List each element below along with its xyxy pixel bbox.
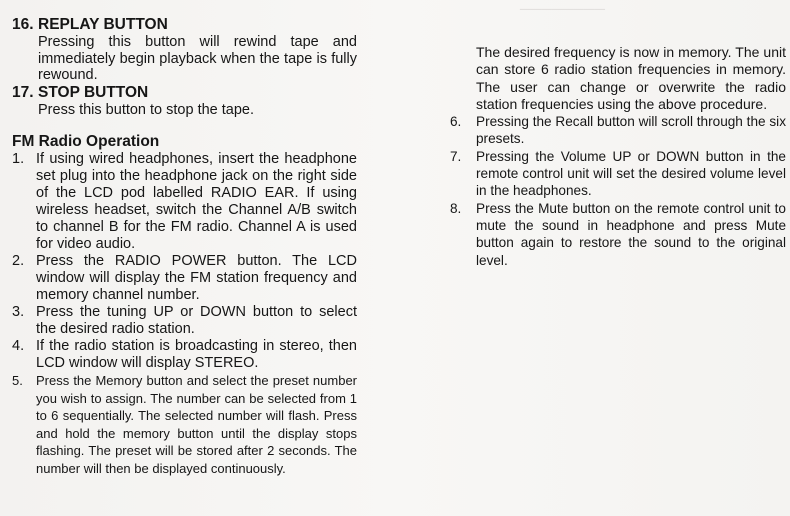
step-text: If using wired headphones, insert the headphone set plug into the headphone jack on the right side of the LCD pod labelled RADIO EAR. If using wireless headset, switch the Channel A/B switch to channel B for the FM radio. Channel A is used for video audio.	[36, 151, 357, 252]
step-number: 4.	[12, 338, 25, 354]
stop-heading	[12, 84, 357, 102]
left-column	[12, 16, 357, 477]
bleed-through-text: ────────	[520, 1, 606, 18]
list-item	[12, 372, 357, 477]
step-number: 5.	[12, 373, 23, 388]
step-number: 8.	[450, 200, 462, 216]
replay-heading	[12, 16, 357, 34]
list-item	[450, 148, 786, 200]
list-item	[450, 200, 786, 269]
list-item	[12, 338, 357, 372]
step-number: 7.	[450, 148, 462, 164]
step-number: 6.	[450, 114, 462, 130]
list-item	[12, 151, 357, 253]
stop-title: STOP BUTTON	[38, 83, 149, 101]
stop-button-section	[12, 84, 357, 119]
replay-number: 16.	[12, 16, 34, 33]
step-text: If the radio station is broadcasting in stereo, then LCD window will display STEREO.	[36, 338, 357, 371]
step-number: 1.	[12, 151, 25, 167]
replay-button-section	[12, 16, 357, 84]
step-text: Press the tuning UP or DOWN button to select the desired radio station.	[36, 304, 357, 337]
replay-title: REPLAY BUTTON	[38, 16, 168, 33]
list-item	[12, 304, 357, 338]
list-item	[12, 253, 357, 304]
list-item	[450, 113, 786, 148]
step-text: Pressing the Volume UP or DOWN button in the remote control unit will set the desired volume level in the headphones.	[476, 148, 786, 199]
step-text: Press the Mute button on the remote control unit to mute the sound in headphone and press Mute button again to restore the sound to the original level.	[476, 200, 786, 268]
step-number: 3.	[12, 304, 25, 320]
step-text: Pressing the Recall button will scroll through the six presets.	[476, 114, 786, 147]
fm-steps-list-continued	[450, 113, 786, 269]
stop-description: Press this button to stop the tape.	[38, 101, 255, 118]
memory-continuation-text: The desired frequency is now in memory. The unit can store 6 radio station frequencies in memory. The user can change or overwrite the radio station frequencies using the above procedure.	[476, 44, 786, 112]
right-column	[450, 44, 786, 269]
step-number: 2.	[12, 253, 25, 269]
fm-steps-list	[12, 151, 357, 477]
fm-radio-heading: FM Radio Operation	[12, 133, 160, 150]
replay-description: Pressing this button will rewind tape and immediately begin playback when the tape is fully rewound.	[38, 34, 357, 83]
stop-number: 17.	[12, 83, 34, 101]
step-text: Press the Memory button and select the preset number you wish to assign. The number can be selected from 1 to 6 sequentially. The selected number will flash. Press and hold the memory button until the display stops flashing. The preset will be stored after 2 seconds. The number will then be displayed continuously.	[36, 373, 357, 476]
step-text: Press the RADIO POWER button. The LCD window will display the FM station frequency and memory channel number.	[36, 253, 357, 303]
